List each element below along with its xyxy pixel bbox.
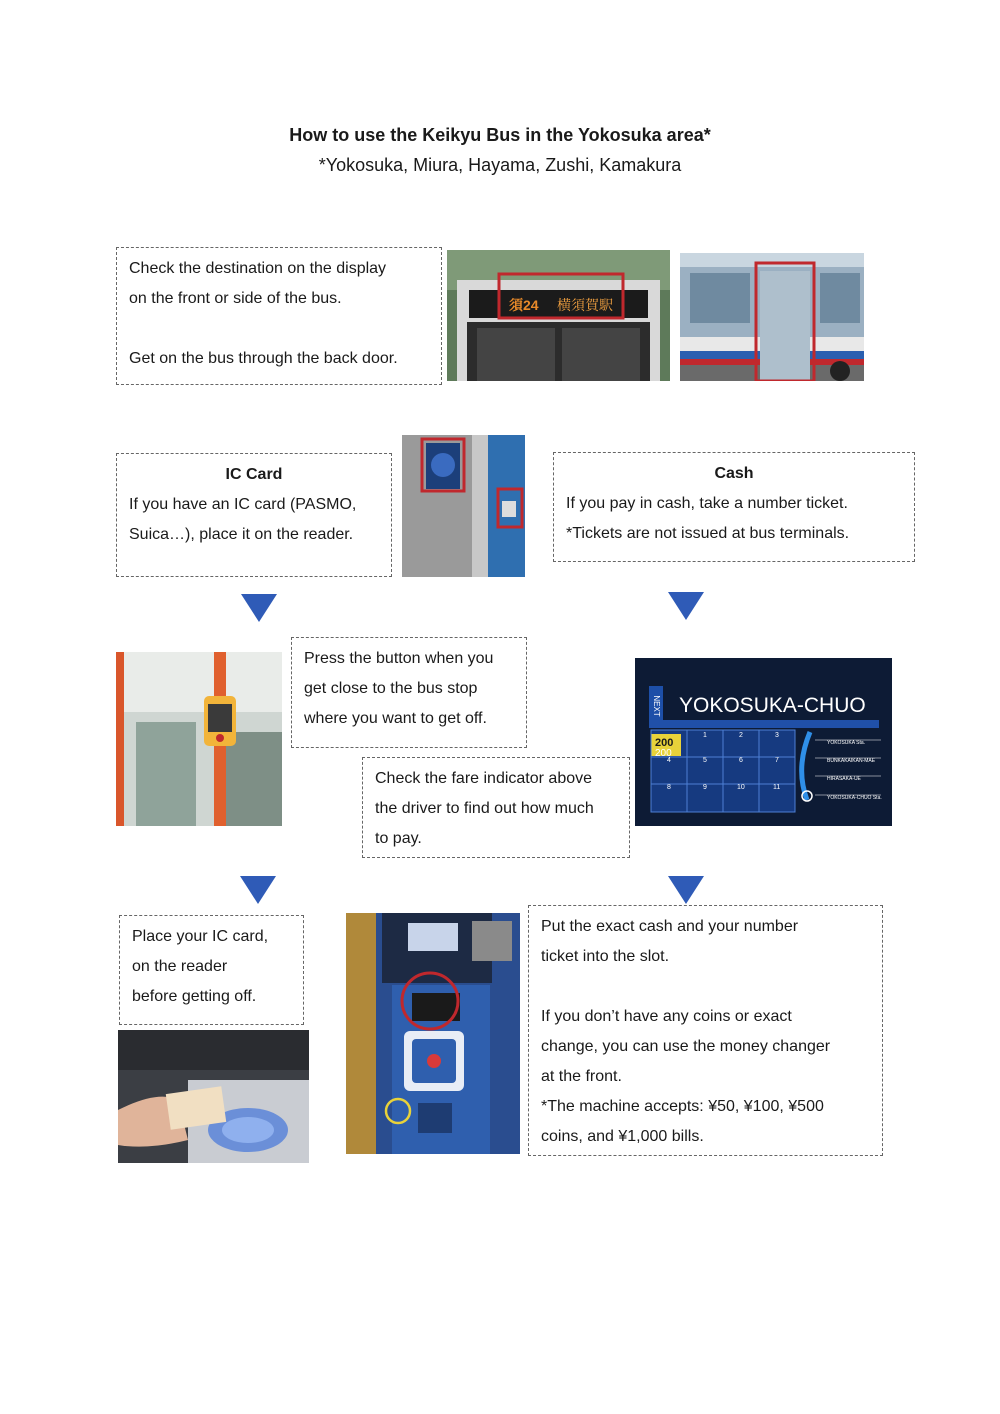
fare-cell-number: 9 bbox=[703, 784, 707, 791]
ic-card-heading: IC Card bbox=[225, 466, 283, 483]
fare-value-2: 200 bbox=[655, 748, 672, 759]
down-arrow-icon bbox=[241, 594, 277, 622]
bus-side-photo bbox=[680, 253, 864, 381]
press-button-line-1: Press the button when you bbox=[304, 650, 494, 667]
fare-cell-number: 4 bbox=[667, 757, 671, 764]
card-reader-photo bbox=[402, 435, 525, 577]
fare-indicator-box bbox=[362, 757, 630, 858]
next-stop-name: YOKOSUKA-CHUO bbox=[679, 694, 866, 717]
page-title: How to use the Keikyu Bus in the Yokosuka area* bbox=[289, 125, 711, 145]
destination-instruction-box bbox=[116, 247, 442, 385]
ic-card-tap-photo bbox=[118, 1030, 309, 1163]
destination-line-3: Get on the bus through the back door. bbox=[129, 350, 398, 367]
ic-card-box bbox=[116, 453, 392, 577]
destination-line-1: Check the destination on the display bbox=[129, 260, 387, 277]
fare-cell-number: 10 bbox=[737, 784, 745, 791]
cash-box bbox=[553, 452, 915, 562]
ic-card-line-1: If you have an IC card (PASMO, bbox=[129, 496, 357, 513]
cash-exit-line-2: ticket into the slot. bbox=[541, 948, 670, 965]
fare-cell-number: 5 bbox=[703, 757, 707, 764]
fare-indicator-line-2: the driver to find out how much bbox=[375, 800, 594, 817]
fare-cell-number: 11 bbox=[773, 784, 781, 791]
stop-button-photo bbox=[116, 652, 282, 826]
ic-exit-line-2: on the reader bbox=[132, 958, 228, 975]
fare-box-photo bbox=[346, 913, 520, 1154]
destination-display-text: 横須賀駅 bbox=[557, 297, 613, 313]
cash-exit-line-4: change, you can use the money changer bbox=[541, 1038, 831, 1055]
cash-exit-box bbox=[528, 905, 883, 1156]
down-arrow-icon bbox=[240, 876, 276, 904]
route-stop-label: YOKOSUKA Sta. bbox=[827, 740, 866, 746]
cash-exit-line-3: If you don’t have any coins or exact bbox=[541, 1008, 792, 1025]
page-subtitle: *Yokosuka, Miura, Hayama, Zushi, Kamakura bbox=[318, 155, 682, 175]
fare-cell-number: 7 bbox=[775, 757, 779, 764]
route-stop-label: YOKOSUKA-CHUO Sta. bbox=[827, 795, 882, 801]
cash-exit-line-7: coins, and ¥1,000 bills. bbox=[541, 1128, 704, 1145]
press-button-line-2: get close to the bus stop bbox=[304, 680, 478, 697]
ic-card-line-2: Suica…), place it on the reader. bbox=[129, 526, 354, 543]
ic-exit-line-1: Place your IC card, bbox=[132, 928, 269, 945]
fare-indicator-line-3: to pay. bbox=[375, 830, 422, 847]
down-arrow-icon bbox=[668, 876, 704, 904]
cash-exit-line-6: *The machine accepts: ¥50, ¥100, ¥500 bbox=[541, 1098, 824, 1115]
bus-front-photo bbox=[447, 250, 670, 381]
down-arrow-icon bbox=[668, 592, 704, 620]
cash-line-2: *Tickets are not issued at bus terminals. bbox=[566, 525, 850, 542]
destination-line-2: on the front or side of the bus. bbox=[129, 290, 342, 307]
ic-exit-line-3: before getting off. bbox=[132, 988, 257, 1005]
ic-card-exit-box bbox=[119, 915, 304, 1025]
cash-exit-line-1: Put the exact cash and your number bbox=[541, 918, 799, 935]
cash-exit-line-5: at the front. bbox=[541, 1068, 622, 1085]
fare-cell-number: 3 bbox=[775, 732, 779, 739]
cash-line-1: If you pay in cash, take a number ticket. bbox=[566, 495, 848, 512]
fare-cell-number: 6 bbox=[739, 757, 743, 764]
next-label: NEXT bbox=[652, 695, 661, 717]
fare-cell-number: 8 bbox=[667, 784, 671, 791]
press-button-line-3: where you want to get off. bbox=[304, 710, 487, 727]
route-stop-label: HIRASAKA-UE bbox=[827, 776, 861, 782]
fare-cell-number: 1 bbox=[703, 732, 707, 739]
route-stop-label: BUNKAKAIKAN-MAE bbox=[827, 758, 876, 764]
cash-heading: Cash bbox=[714, 465, 754, 482]
route-number-text: 須24 bbox=[509, 297, 539, 313]
fare-cell-number: 2 bbox=[739, 732, 743, 739]
fare-display-photo bbox=[635, 658, 892, 826]
fare-indicator-line-1: Check the fare indicator above bbox=[375, 770, 593, 787]
press-button-box bbox=[291, 637, 527, 748]
fare-value-1: 200 bbox=[655, 737, 674, 749]
